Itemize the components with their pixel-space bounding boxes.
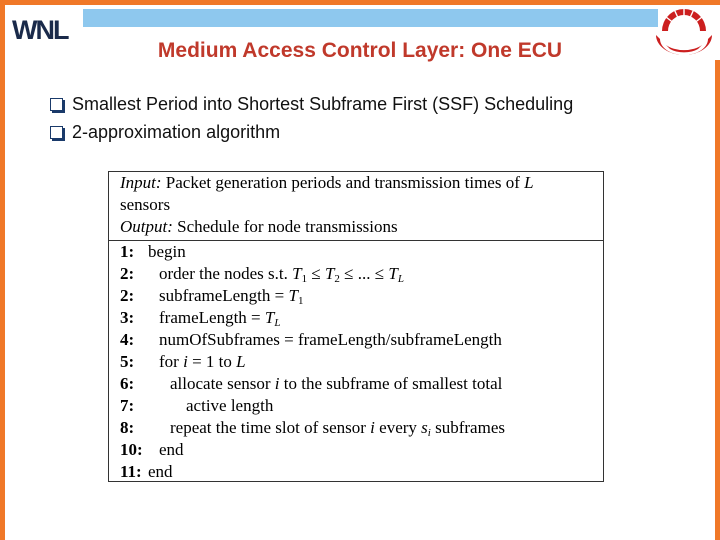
step-number: 2:	[120, 286, 135, 305]
input-variable: L	[524, 173, 534, 192]
step-text: end	[148, 462, 173, 481]
slide-title: Medium Access Control Layer: One ECU	[157, 39, 563, 62]
step-number: 8:	[120, 418, 135, 437]
output-text: Schedule for node transmissions	[177, 217, 398, 236]
step-text: subframeLength = $T_1$	[159, 286, 304, 307]
step-number: 4:	[120, 330, 135, 349]
step-text: begin	[148, 242, 186, 261]
algorithm-step	[120, 241, 603, 263]
algorithm-step	[120, 351, 603, 373]
step-number: 7:	[120, 396, 135, 415]
algorithm-header	[109, 172, 603, 241]
bullet-item	[50, 118, 573, 146]
algorithm-step	[120, 373, 603, 395]
step-text: order the nodes s.t. $T_1 \le T_2$ ≤ ... ≤ $T_L$	[159, 264, 404, 285]
step-number: 2:	[120, 264, 135, 283]
input-text: Packet generation periods and transmission times of	[165, 173, 520, 192]
step-number: 11:	[120, 462, 142, 481]
bullet-text: Smallest Period into Shortest Subframe First (SSF) Scheduling	[72, 93, 574, 114]
checkbox-bullet-icon	[50, 98, 63, 111]
step-text: active length	[186, 396, 274, 415]
algorithm-step	[120, 285, 603, 307]
frame-top-border	[0, 0, 720, 5]
algorithm-step	[120, 263, 603, 285]
step-text: numOfSubframes = frameLength/subframeLength	[159, 330, 502, 349]
algorithm-box	[108, 171, 604, 482]
algorithm-step	[120, 461, 603, 483]
algorithm-step	[120, 307, 603, 329]
step-number: 1:	[120, 242, 135, 261]
input-continuation: sensors	[120, 195, 171, 214]
header-bar	[83, 9, 658, 27]
algorithm-output	[120, 216, 593, 238]
bullet-text: 2-approximation algorithm	[72, 121, 281, 142]
algorithm-step	[120, 329, 603, 351]
step-text: frameLength = $T_L$	[159, 308, 281, 329]
algorithm-input	[120, 172, 593, 194]
algorithm-step	[120, 417, 603, 439]
frame-left-border	[0, 0, 5, 540]
step-number: 3:	[120, 308, 135, 327]
input-label: Input:	[120, 173, 162, 192]
svg-text:WNL: WNL	[12, 15, 68, 44]
step-number: 10:	[120, 440, 143, 459]
step-number: 5:	[120, 352, 135, 371]
bullet-list	[50, 90, 573, 146]
algorithm-step	[120, 395, 603, 417]
algorithm-steps	[109, 241, 603, 483]
bullet-item	[50, 90, 573, 118]
step-number: 6:	[120, 374, 135, 393]
output-label: Output:	[120, 217, 173, 236]
algorithm-step	[120, 439, 603, 461]
checkbox-bullet-icon	[50, 126, 63, 139]
frame-right-border	[715, 60, 720, 540]
step-text: end	[159, 440, 184, 459]
step-text: allocate sensor i to the subframe of smallest total	[170, 374, 503, 393]
step-text: for i = 1 to L	[159, 352, 246, 371]
step-text: repeat the time slot of sensor i every $s_i$ subframes	[170, 418, 505, 439]
